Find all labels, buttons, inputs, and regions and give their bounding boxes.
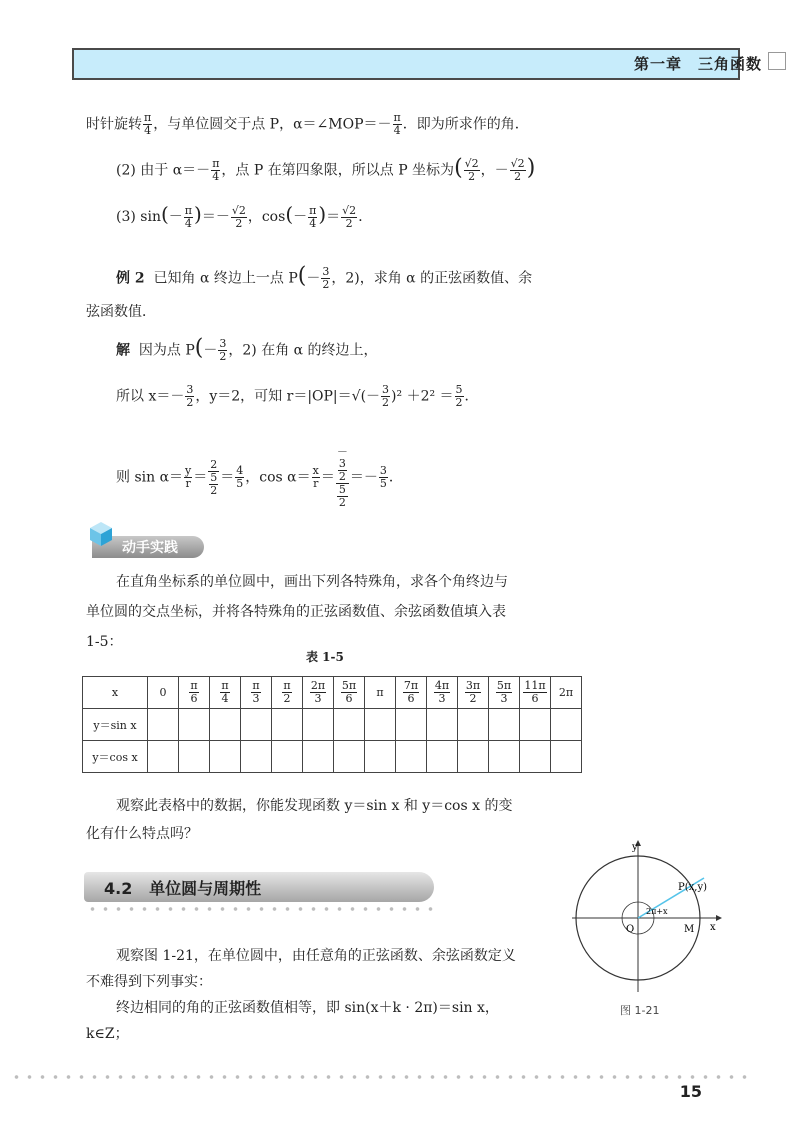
label-m: M bbox=[684, 924, 695, 935]
table-row bbox=[83, 741, 582, 773]
table-cell: 2π bbox=[551, 677, 582, 709]
label-p: P(x,y) bbox=[678, 882, 707, 893]
table-cell: $\frac{\pi}{4}$ bbox=[210, 677, 241, 709]
fraction: $\frac{\pi}{4}$ bbox=[393, 111, 401, 137]
fraction: $\frac{\pi}{4}$ bbox=[144, 111, 152, 137]
cube-icon bbox=[88, 520, 114, 548]
page-number: 15 bbox=[679, 1082, 702, 1101]
intro-line-1: 时针旋转 $\frac{\pi}{4}$ ，与单位圆交于点 P，α＝∠MOP＝－ $\frac{\pi}{4}$ ．即为所求作的角． bbox=[86, 111, 529, 137]
row-label-x: x bbox=[83, 677, 148, 709]
table-caption: 表 1-5 bbox=[306, 650, 344, 664]
row-label-sin: y＝sin x bbox=[83, 709, 148, 741]
values-table bbox=[82, 676, 582, 773]
table-cell: $\frac{4\pi}{3}$ bbox=[427, 677, 458, 709]
section-line-1: 观察图 1-21，在单位圆中，由任意角的正弦函数、余弦函数定义 bbox=[116, 948, 516, 964]
table-cell: $\frac{3\pi}{2}$ bbox=[458, 677, 489, 709]
table-cell: $\frac{5\pi}{3}$ bbox=[489, 677, 520, 709]
intro-line-3: (3) sin(－ $\frac{\pi}{4}$ )＝－ $\frac{√2}{2}$ ，cos(－ $\frac{\pi}{4}$ )＝ $\frac{√2}{2}$ ． bbox=[116, 202, 373, 230]
solution-line-2: 所以 x＝－ $\frac{3}{2}$ ，y＝2，可知 r＝|OP|＝√(－ $\frac{3}{2}$ )² ＋2² ＝ $\frac{5}{2}$ ． bbox=[116, 383, 479, 409]
figure-caption: 图 1-21 bbox=[620, 1004, 660, 1017]
practice-title: 动手实践 bbox=[122, 540, 178, 556]
table-row bbox=[83, 677, 582, 709]
table-cell: $\frac{11\pi}{6}$ bbox=[520, 677, 551, 709]
label-x: x bbox=[710, 922, 716, 933]
table-cell: $\frac{7\pi}{6}$ bbox=[396, 677, 427, 709]
section-line-3: 终边相同的角的正弦函数值相等，即 sin(x＋k · 2π)＝sin x， bbox=[116, 1000, 499, 1016]
section-title: 4.2 单位圆与周期性 bbox=[104, 879, 262, 898]
footer-dotted-line bbox=[10, 1074, 750, 1080]
table-cell: 0 bbox=[148, 677, 179, 709]
label-y: y bbox=[632, 842, 638, 853]
observation-line-2: 化有什么特点吗？ bbox=[86, 826, 198, 842]
row-label-cos: y＝cos x bbox=[83, 741, 148, 773]
section-line-2: 不难得到下列事实： bbox=[86, 974, 212, 990]
solution-line-3: 则 sin α＝ $\frac{y}{r}$ ＝ 2 5 2 ＝ $\frac{4}{5}$ ，cos α＝ $\frac{x}{r}$ ＝ － 3 2 5 2 ＝－ $\frac{3}{5}$ ． bbox=[116, 445, 403, 509]
dotted-divider bbox=[86, 906, 436, 912]
header-square-icon bbox=[768, 52, 786, 70]
table-cell: $\frac{\pi}{6}$ bbox=[179, 677, 210, 709]
table-row bbox=[83, 709, 582, 741]
table-cell: $\frac{5\pi}{6}$ bbox=[334, 677, 365, 709]
label-o: O bbox=[626, 924, 635, 935]
table-cell: $\frac{\pi}{2}$ bbox=[272, 677, 303, 709]
unit-circle-figure bbox=[566, 838, 726, 998]
table-cell: $\frac{\pi}{3}$ bbox=[241, 677, 272, 709]
table-cell: π bbox=[365, 677, 396, 709]
solution-line-1: 解 因为点 P(－ $\frac{3}{2}$ ，2) 在角 α 的终边上， bbox=[116, 335, 378, 363]
intro-line-2: (2) 由于 α＝－ $\frac{\pi}{4}$ ，点 P 在第四象限，所以点 P 坐标为( $\frac{√2}{2}$ ，－ $\frac{√2}{2}$ ) bbox=[116, 155, 536, 183]
practice-line-3: 1-5： bbox=[86, 634, 123, 650]
label-angle: 2π+x bbox=[646, 907, 668, 916]
example-2-line-1: 例 2 已知角 α 终边上一点 P(－ $\frac{3}{2}$ ，2)，求角 α 的正弦函数值、余 bbox=[116, 263, 533, 291]
practice-line-1: 在直角坐标系的单位圆中，画出下列各特殊角，求各个角终边与 bbox=[116, 574, 508, 590]
practice-line-2: 单位圆的交点坐标，并将各特殊角的正弦函数值、余弦函数值填入表 bbox=[86, 604, 506, 620]
section-line-4: k∈Z； bbox=[86, 1026, 129, 1042]
chapter-title: 第一章 三角函数 bbox=[633, 55, 762, 73]
observation-line-1: 观察此表格中的数据，你能发现函数 y＝sin x 和 y＝cos x 的变 bbox=[116, 798, 513, 814]
table-cell: $\frac{2\pi}{3}$ bbox=[303, 677, 334, 709]
example-2-line-2: 弦函数值． bbox=[86, 304, 156, 320]
